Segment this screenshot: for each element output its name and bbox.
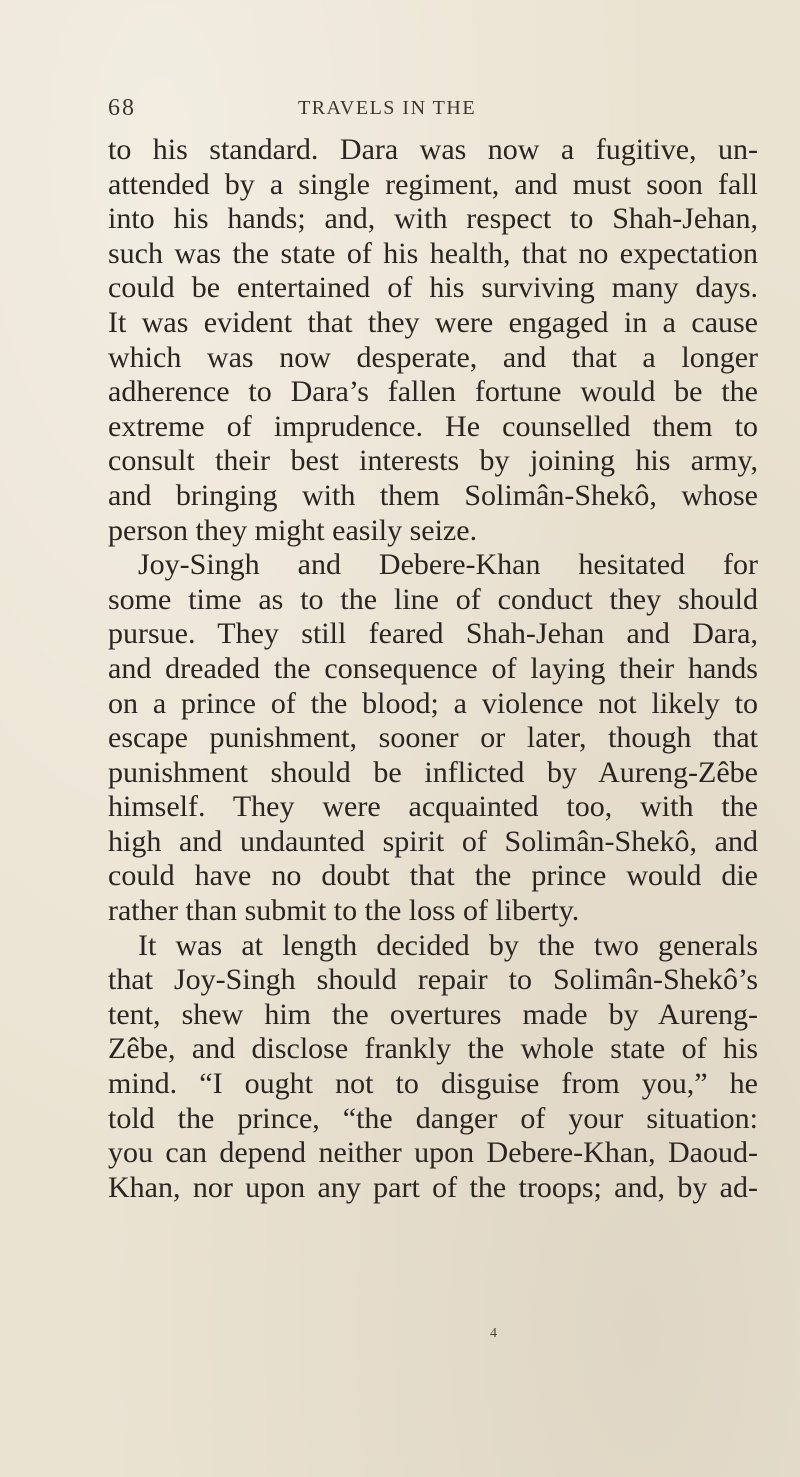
text-line: attended by a single regiment, and must soon fall [108, 167, 758, 201]
text-line: tent, shew him the overtures made by Aureng- [108, 997, 758, 1031]
text-line: could have no doubt that the prince would die [108, 859, 758, 893]
text-line: It was evident that they were engaged in a cause [108, 305, 758, 339]
text-line: rather than submit to the loss of liberty. [108, 894, 580, 928]
text-line: some time as to the line of conduct they should [108, 582, 758, 616]
text-line: mind. “I ought not to disguise from you,” he [108, 1067, 758, 1101]
text-line: consult their best interests by joining his army, [108, 444, 758, 478]
text-line: It was at length decided by the two generals [138, 928, 758, 962]
text-line: himself. They were acquainted too, with the [108, 790, 758, 824]
text-line: to his standard. Dara was now a fugitive, un- [108, 133, 758, 166]
text-line: adherence to Dara’s fallen fortune would be the [108, 375, 758, 409]
page-header [108, 89, 754, 127]
text-line: high and undaunted spirit of Solimân-Shekô, and [108, 824, 758, 858]
text-line: told the prince, “the danger of your situation: [108, 1101, 758, 1135]
text-line: such was the state of his health, that no expectation [108, 236, 758, 270]
text-line: and bringing with them Solimân-Shekô, whose [108, 478, 758, 512]
text-line: punishment should be inflicted by Aureng-Zêbe [108, 755, 758, 789]
text-line: person they might easily seize. [108, 513, 478, 547]
text-line: and dreaded the consequence of laying their hands [108, 651, 758, 685]
text-line: Joy-Singh and Debere-Khan hesitated for [138, 548, 758, 582]
text-line: you can depend neither upon Debere-Khan, Daoud- [108, 1136, 758, 1170]
text-line: which was now desperate, and that a longer [108, 340, 758, 374]
text-line: Khan, nor upon any part of the troops; and, by ad- [108, 1170, 758, 1204]
page-number: 68 [108, 94, 136, 121]
text-line: pursue. They still feared Shah-Jehan and Dara, [108, 617, 758, 651]
body-text [0, 133, 800, 1205]
text-line: into his hands; and, with respect to Shah-Jehan, [108, 202, 758, 236]
text-line: could be entertained of his surviving many days. [108, 271, 758, 305]
text-line: that Joy-Singh should repair to Solimân-Shekô’s [108, 963, 758, 997]
text-line: extreme of imprudence. He counselled them to [108, 409, 758, 443]
text-line: on a prince of the blood; a violence not likely to [108, 686, 758, 720]
running-title: TRAVELS IN THE [298, 96, 477, 119]
text-line: escape punishment, sooner or later, though that [108, 721, 758, 755]
text-line: Zêbe, and disclose frankly the whole state of his [108, 1032, 758, 1066]
printer-signature-mark: 4 [490, 1326, 497, 1341]
